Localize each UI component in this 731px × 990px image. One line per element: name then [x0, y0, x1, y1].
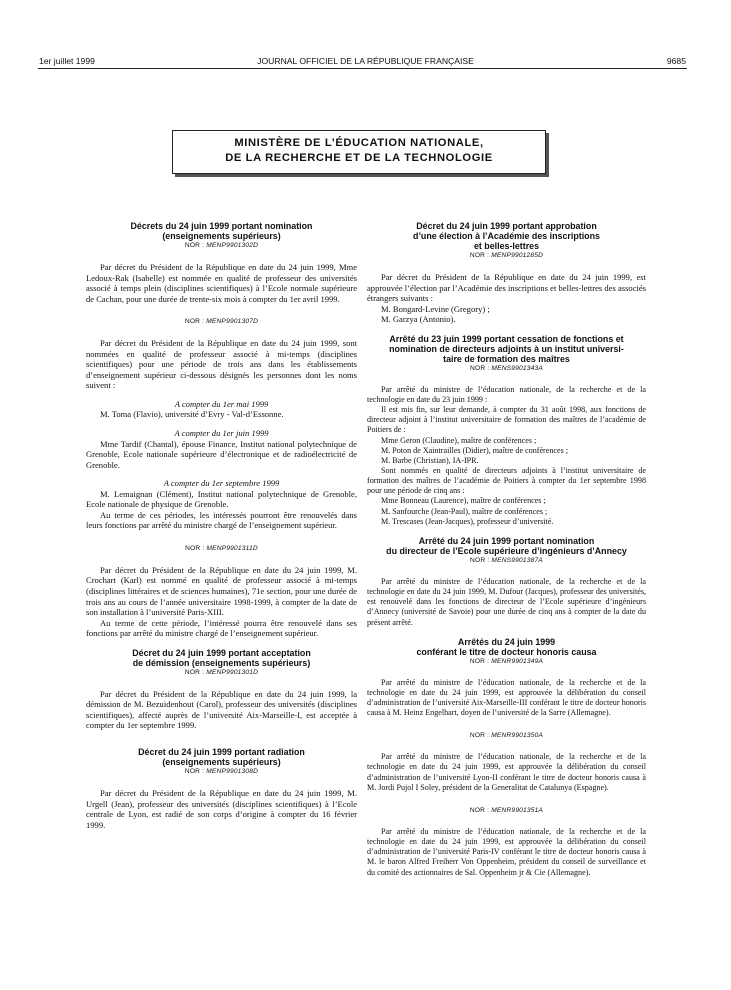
paragraph: Par arrêté du ministre de l’éducation nationale, de la recherche et de la technologie en date du 24 juin 1999, est approuvée la délibération du conseil d’administration de l’université Lyon-II conférant le titre de docteur honoris causa à M. Jordi Pujol I Soley, président de la Generalitat de Catalunya (Espagne).	[367, 752, 646, 792]
paragraph: Par décret du Président de la République en date du 24 juin 1999, Mme Ledoux-Rak (Isabelle) est nommée en qualité de professeur des universités associé à temps plein (disciplines scientifiques) à l’Ecole normale supérieure de Cachan, pour une durée de trente-six mois à compter du 1er avril 1999.	[86, 262, 357, 304]
nor-reference: NOR : MENP9901302D	[184, 242, 259, 249]
title-line: Décrets du 24 juin 1999 portant nomination	[130, 221, 313, 231]
section-title	[86, 221, 357, 241]
title-line: taire de formation des maîtres	[443, 353, 570, 364]
title-line: du directeur de l’Ecole supérieure d’ingénieurs d’Annecy	[386, 545, 627, 556]
title-line: et belles-lettres	[473, 241, 540, 251]
ministry-line-1: MINISTÈRE DE L’ÉDUCATION NATIONALE,	[234, 137, 484, 149]
paragraph: Par arrêté du ministre de l’éducation nationale, de la recherche et de la technologie en date du 23 juin 1999 :	[367, 384, 646, 404]
left-column	[86, 221, 357, 830]
title-line: (enseignements supérieurs)	[162, 756, 281, 767]
nor-reference: NOR : MENP9901285D	[469, 252, 544, 259]
paragraph: Par décret du Président de la République en date du 24 juin 1999, M. Crochart (Karl) est nommé en qualité de professeur associé à mi-temps (disciplines littéraires et de sciences humaines), 71e section, pour une durée de trois ans au cours de l’année universitaire 1998-1999, à compter de la date de son installation à l’université Paris-XIII.	[86, 564, 357, 618]
list-item: M. Sanfourche (Jean-Paul), maître de conférences ;	[381, 506, 548, 516]
nor-code: MENP9901307D	[206, 318, 259, 326]
paragraph: Par arrêté du ministre de l’éducation nationale, de la recherche et de la technologie en date du 24 juin 1999, est approuvée la délibération du conseil d’administration de l’université Aix-Marseille-III conférant le titre de docteur honoris causa à M. Heinz Engelhart, doyen de l’université de la Sarre (Allemagne).	[367, 677, 646, 718]
title-line: de démission (enseignements supérieurs)	[132, 657, 311, 668]
list-item: M. Trescases (Jean-Jacques), professeur d’université.	[381, 516, 554, 526]
nor-reference: NOR : MENR9901349A	[469, 657, 544, 665]
nor-code: MENP9901308D	[206, 767, 259, 775]
nor-reference: NOR : MENR9901351A	[469, 806, 544, 814]
list-item: M. Bongard-Levine (Gregory) ;	[381, 303, 490, 314]
section-body	[367, 385, 646, 527]
ministry-line-2: DE LA RECHERCHE ET DE LA TECHNOLOGIE	[225, 152, 493, 164]
paragraph: Par décret du Président de la République en date du 24 juin 1999, est approuvée l’élection par l’Académie des inscriptions et belles-lettres des associés étrangers suivants :	[367, 272, 646, 304]
nor-code: MENP9901285D	[491, 252, 544, 259]
section-body	[367, 752, 646, 793]
title-line: Arrêté du 23 juin 1999 portant cessation de fonctions et	[389, 333, 624, 344]
list-item: M. Barbe (Christian), IA-IPR.	[381, 455, 479, 465]
nor-code: MENP9901301D	[206, 668, 259, 676]
title-line: conférant le titre de docteur honoris causa	[416, 646, 597, 657]
nor-code: MENR9901351A	[491, 806, 544, 814]
section-title	[367, 637, 646, 657]
paragraph: Par décret du Président de la République en date du 24 juin 1999, M. Urgell (Jean), professeur des universités (disciplines scientifiques) à l’Ecole centrale de Lyon, est radié de son corps d’origine à compter du 16 février 1999.	[86, 787, 357, 830]
ministry-box	[172, 130, 546, 174]
nor-reference: NOR : MENP9901308D	[184, 767, 259, 775]
nor-code: MENS9901343A	[491, 364, 543, 372]
nor-reference: NOR : MENS9901387A	[470, 556, 543, 564]
nor-code: MENR9901350A	[491, 732, 544, 740]
paragraph: Au terme de ces périodes, les intéressés pourront être renouvelés dans leurs fonctions par arrêté du ministre chargé de l’enseignement supérieur.	[86, 509, 357, 531]
title-line: d’une élection à l’Académie des inscriptions	[413, 231, 600, 241]
nor-reference: NOR : MENR9901350A	[469, 732, 544, 740]
list-item: Mme Bonneau (Laurence), maître de conférences ;	[381, 496, 546, 506]
paragraph: Par décret du Président de la République en date du 24 juin 1999, la démission de M. Bezuidenhout (Carol), professeur des universités (disciplines scientifiques), affecté auprès de l’université Aix-Marseille-I, est acceptée à compter du 1er septembre 1999.	[86, 688, 357, 731]
title-line: Arrêté du 24 juin 1999 portant nomination	[418, 535, 595, 546]
section-body	[367, 827, 646, 878]
section-title	[367, 221, 646, 251]
nor-reference: NOR : MENP9901311D	[185, 544, 258, 552]
nor-code: MENR9901349A	[491, 657, 544, 665]
header-page-number: 9685	[666, 56, 686, 66]
header-rule	[38, 68, 687, 69]
paragraph: Par arrêté du ministre de l’éducation nationale, de la recherche et de la technologie en date du 24 juin 1999, est approuvée la délibération du conseil d’administration de l’université Paris-IV conférant le titre de docteur honoris causa à M. le baron Alfred Freiherr Von Oppenheim, président du conseil de surveillance et du comité des actionnaires de Sal. Oppenheim jr & Cie (Allemagne).	[367, 826, 646, 877]
paragraph: M. Toma (Flavio), université d’Evry - Val-d’Essonne.	[100, 409, 284, 420]
nor-reference: NOR : MENP9901301D	[184, 668, 259, 676]
header-date: 1er juillet 1999	[39, 56, 95, 66]
title-line: Décret du 24 juin 1999 portant acceptation	[132, 647, 311, 658]
paragraph: Par arrêté du ministre de l’éducation nationale, de la recherche et de la technologie en date du 24 juin 1999, M. Dufour (Jacques), professeur des universités, est renouvelé dans les fonctions de directeur de l’Ecole supérieure d’ingénieurs d’Annecy (université de Savoie) pour une durée de cinq ans à compter de la date du présent arrêté.	[367, 576, 646, 627]
nor-reference: NOR : MENS9901343A	[470, 364, 543, 372]
title-line: (enseignements supérieurs)	[162, 231, 281, 241]
nor-code: MENP9901311D	[206, 544, 258, 552]
subheading: A compter du 1er mai 1999	[174, 398, 269, 409]
paragraph: Au terme de cette période, l’intéressé pourra être renouvelé dans ses fonctions par arrêté du ministre chargé de l’enseignement supérieur.	[86, 617, 357, 639]
paragraph: Par décret du Président de la République en date du 24 juin 1999, sont nommées en qualité de professeur associé à mi-temps (disciplines scientifiques) pour une période de trois ans dans les établissements d’enseignement supérieur ci-dessous désignés les personnes dont les noms suivent :	[86, 338, 357, 391]
nor-code: MENS9901387A	[491, 556, 543, 564]
header-journal-title: JOURNAL OFFICIEL DE LA RÉPUBLIQUE FRANÇAISE	[257, 56, 474, 66]
title-line: Décret du 24 juin 1999 portant approbation	[416, 221, 597, 231]
subheading: A compter du 1er juin 1999	[174, 428, 269, 439]
paragraph: Mme Tardif (Chantal), épouse Finance, Institut national polytechnique de Grenoble, Ecole nationale supérieure d’électronique et de radioélectricité de Grenoble.	[86, 438, 357, 470]
list-item: M. Garzya (Antonio).	[381, 314, 456, 325]
subheading: A compter du 1er septembre 1999	[163, 478, 280, 489]
section-title	[86, 747, 357, 767]
nor-code: MENP9901302D	[206, 242, 259, 249]
paragraph: Il est mis fin, sur leur demande, à compter du 31 août 1998, aux fonctions de directeur adjoint à l’institut universitaire de formation des maîtres de l’académie de Poitiers de :	[367, 405, 646, 435]
title-line: Décret du 24 juin 1999 portant radiation	[138, 746, 305, 757]
list-item: Mme Geron (Claudine), maître de conférences ;	[381, 435, 537, 445]
section-title	[367, 334, 646, 364]
paragraph: M. Lemaignan (Clément), Institut national polytechnique de Grenoble, Ecole nationale de physique de Grenoble.	[86, 488, 357, 510]
section-title	[367, 536, 646, 556]
section-body	[367, 577, 646, 628]
right-column	[367, 221, 646, 878]
list-item: M. Poton de Xaintrailles (Didier), maître de conférences ;	[381, 445, 568, 455]
section-body	[367, 678, 646, 719]
section-title	[86, 648, 357, 668]
title-line: nomination de directeurs adjoints à un institut universi-	[389, 343, 624, 354]
paragraph: Sont nommés en qualité de directeurs adjoints à l’institut universitaire de formation des maîtres de l’académie de Poitiers à compter du 1er septembre 1998 pour une période de cinq ans :	[367, 465, 646, 496]
nor-reference: NOR : MENP9901307D	[184, 318, 259, 326]
title-line: Arrêtés du 24 juin 1999	[457, 636, 556, 647]
